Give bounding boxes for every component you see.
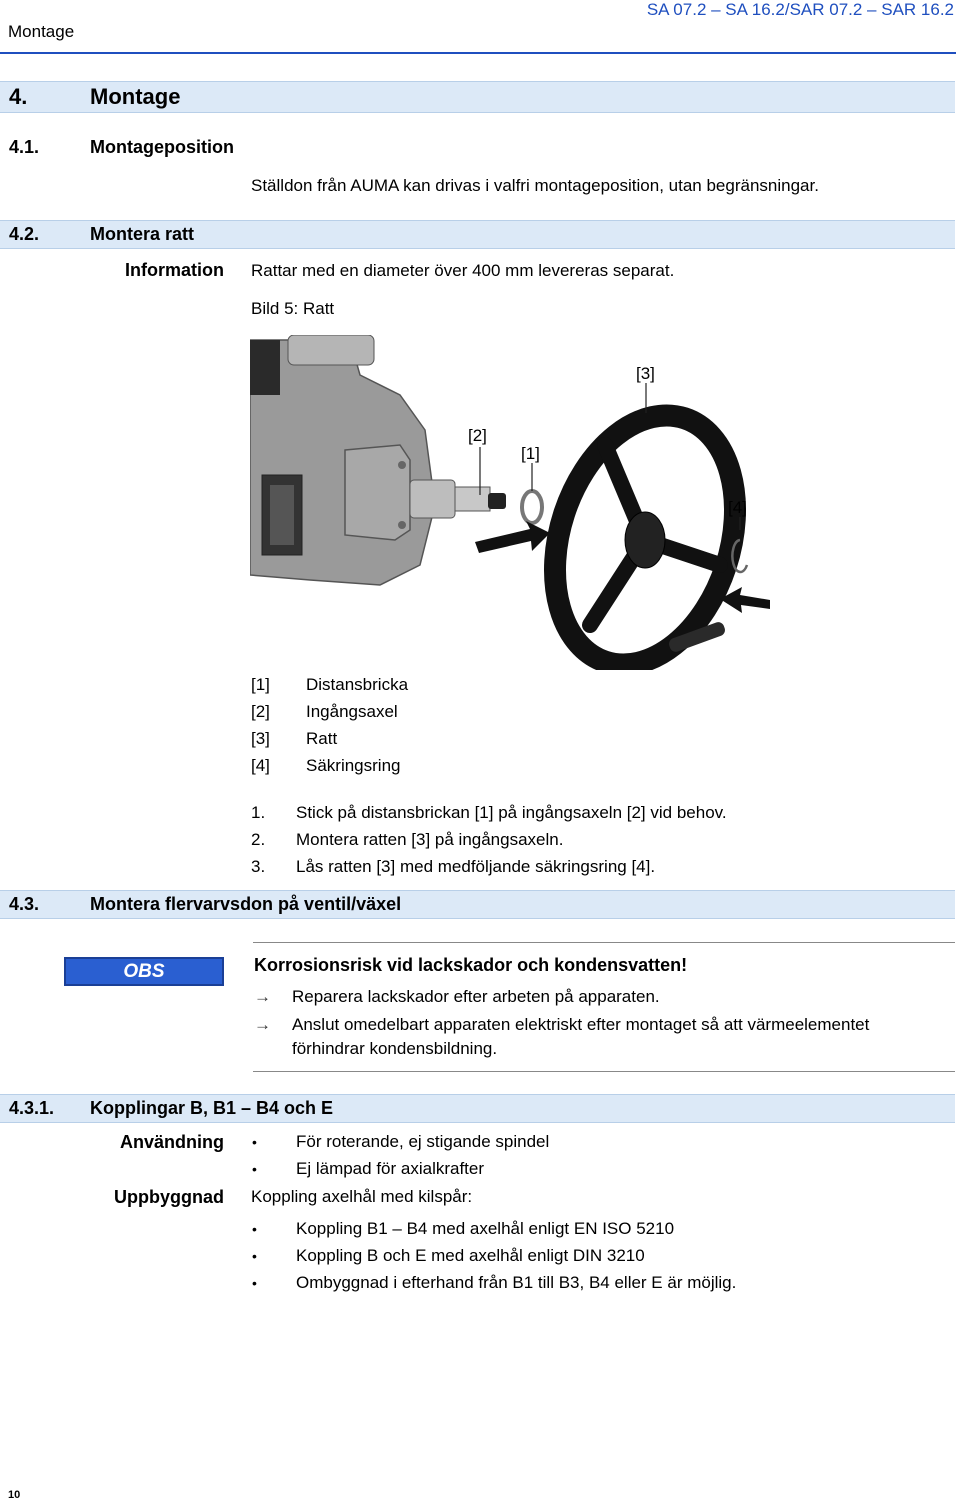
header-rule [0, 52, 956, 54]
section-41-title: Montageposition [90, 137, 234, 157]
bullet-icon: • [252, 1221, 257, 1237]
legend-item: [4] Säkringsring [251, 756, 401, 775]
section-42-title: Montera ratt [90, 224, 195, 244]
bullet-icon: • [252, 1275, 257, 1291]
running-header-right: SA 07.2 – SA 16.2/SAR 07.2 – SAR 16.2 [646, 0, 954, 19]
actuator-top-flange [288, 335, 374, 365]
construction-item: • Ombyggnad i efterhand från B1 till B3, B4 eller E är möjlig. [252, 1273, 737, 1292]
running-header-left: Montage [8, 22, 75, 41]
input-shaft-base [410, 480, 455, 518]
legend-item: [1] Distansbricka [251, 675, 409, 694]
notice-top-rule [253, 942, 955, 943]
section-43-number: 4.3. [9, 894, 40, 914]
section-41-text: Ställdon från AUMA kan drivas i valfri montageposition, utan begränsningar. [251, 176, 819, 195]
bullet-icon: • [252, 1134, 257, 1150]
arrow-right-icon: → [254, 987, 271, 1006]
notice-item-continuation: förhindrar kondensbildning. [292, 1039, 498, 1058]
notice-title: Korrosionsrisk vid lackskador och kondensvatten! [254, 955, 688, 975]
actuator-opening [250, 340, 280, 395]
construction-item: • Koppling B1 – B4 med axelhål enligt EN ISO 5210 [252, 1219, 675, 1238]
usage-item: • För roterande, ej stigande spindel [252, 1132, 550, 1151]
step-item: 1. Stick på distansbrickan [1] på ingångsaxeln [2] vid behov. [251, 803, 727, 822]
figure-caption: Bild 5: Ratt [251, 299, 335, 318]
construction-text: Koppling axelhål med kilspår: [251, 1187, 473, 1206]
section-4-title: Montage [90, 84, 181, 109]
legend-item: [3] Ratt [251, 729, 338, 748]
input-shaft-tip [488, 493, 506, 509]
figure-label-3: [3] [636, 364, 655, 383]
bullet-icon: • [252, 1248, 257, 1264]
section-4-number: 4. [9, 84, 28, 109]
information-label: Information [125, 260, 224, 280]
construction-label: Uppbyggnad [114, 1187, 224, 1207]
information-text: Rattar med en diameter över 400 mm levereras separat. [251, 261, 675, 280]
step-item: 3. Lås ratten [3] med medföljande säkringsring [4]. [251, 857, 656, 876]
usage-label: Användning [120, 1132, 224, 1152]
figure-label-4: [4] [728, 498, 747, 517]
usage-item: • Ej lämpad för axialkrafter [252, 1159, 485, 1178]
page-number: 10 [8, 1489, 21, 1501]
legend-item: [2] Ingångsaxel [251, 702, 398, 721]
notice-bottom-rule [253, 1071, 955, 1072]
figure-label-2: [2] [468, 426, 487, 445]
section-431-number: 4.3.1. [9, 1098, 55, 1118]
arrow-right-icon: → [254, 1015, 271, 1034]
notice-item: → Anslut omedelbart apparaten elektriskt efter montaget så att värmeelementet [254, 1015, 870, 1034]
obs-badge: OBS [64, 957, 224, 986]
section-41-number: 4.1. [9, 137, 40, 157]
notice-item: → Reparera lackskador efter arbeten på apparaten. [254, 987, 660, 1006]
handwheel-hub [625, 512, 665, 568]
input-shaft [455, 487, 490, 511]
section-42-number: 4.2. [9, 224, 40, 244]
bullet-icon: • [252, 1161, 257, 1177]
construction-item: • Koppling B och E med axelhål enligt DIN 3210 [252, 1246, 645, 1265]
step-item: 2. Montera ratten [3] på ingångsaxeln. [251, 830, 564, 849]
figure-label-1: [1] [521, 444, 540, 463]
handwheel-figure [250, 335, 790, 670]
section-43-title: Montera flervarvsdon på ventil/växel [90, 894, 402, 914]
section-431-title: Kopplingar B, B1 – B4 och E [90, 1098, 334, 1118]
